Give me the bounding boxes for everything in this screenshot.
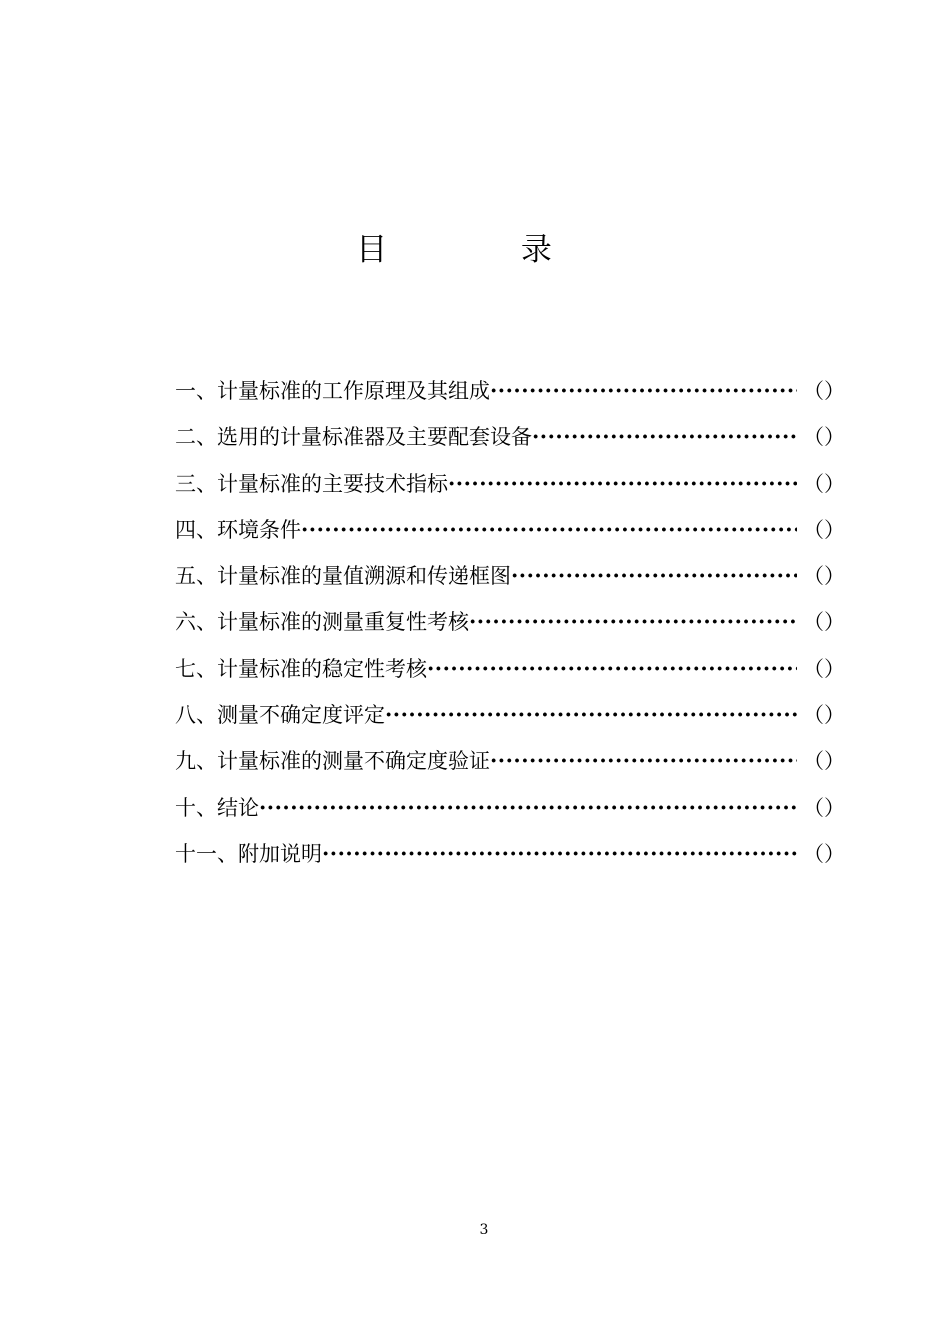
toc-page-placeholder: [803, 785, 845, 831]
open-paren: （: [803, 656, 824, 681]
toc-page-placeholder: [803, 368, 845, 414]
page-number: 3: [479, 1222, 489, 1238]
table-of-contents: [175, 368, 845, 877]
toc-dot-leader: [490, 738, 797, 784]
toc-dot-leader: [469, 599, 797, 645]
toc-entry: [175, 507, 845, 553]
close-paren: ）: [824, 610, 845, 635]
close-paren: ）: [824, 517, 845, 542]
open-paren: （: [803, 703, 824, 728]
toc-page-placeholder: [803, 599, 845, 645]
close-paren: ）: [824, 425, 845, 450]
toc-entry-label: 八、测量不确定度评定: [175, 703, 385, 728]
toc-page-placeholder: [803, 553, 845, 599]
toc-entry: [175, 785, 845, 831]
toc-entry-label: 一、计量标准的工作原理及其组成: [175, 379, 490, 403]
toc-entry: [175, 692, 845, 738]
toc-page-placeholder: [803, 738, 845, 784]
close-paren: ）: [824, 656, 845, 681]
toc-entry-label: 二、选用的计量标准器及主要配套设备: [175, 425, 532, 450]
close-paren: ）: [824, 379, 845, 403]
toc-dot-leader: [448, 461, 797, 507]
toc-entry-label: 五、计量标准的量值溯源和传递框图: [175, 564, 511, 589]
close-paren: ）: [824, 795, 845, 820]
toc-page-placeholder: [803, 507, 845, 553]
toc-entry: [175, 414, 845, 460]
toc-dot-leader: [385, 692, 797, 738]
toc-dot-leader: [427, 646, 797, 692]
toc-dot-leader: [301, 507, 797, 553]
toc-entry: [175, 831, 845, 877]
open-paren: （: [803, 749, 824, 774]
open-paren: （: [803, 517, 824, 542]
open-paren: （: [803, 379, 824, 403]
open-paren: （: [803, 610, 824, 635]
toc-entry-label: 九、计量标准的测量不确定度验证: [175, 749, 490, 774]
toc-dot-leader: [259, 785, 797, 831]
toc-entry: [175, 368, 845, 414]
toc-page-placeholder: [803, 692, 845, 738]
toc-page-placeholder: [803, 831, 845, 877]
toc-entry: [175, 646, 845, 692]
toc-entry-label: 四、环境条件: [175, 517, 301, 542]
toc-entry-label: 三、计量标准的主要技术指标: [175, 471, 448, 496]
toc-dot-leader: [532, 414, 797, 460]
toc-entry: [175, 461, 845, 507]
close-paren: ）: [824, 749, 845, 774]
open-paren: （: [803, 564, 824, 589]
toc-entry-label: 六、计量标准的测量重复性考核: [175, 610, 469, 635]
page-title: 目 录: [356, 232, 614, 268]
toc-page-placeholder: [803, 461, 845, 507]
close-paren: ）: [824, 841, 845, 866]
toc-entry-label: 七、计量标准的稳定性考核: [175, 656, 427, 681]
close-paren: ）: [824, 564, 845, 589]
open-paren: （: [803, 841, 824, 866]
toc-dot-leader: [322, 831, 797, 877]
toc-dot-leader: [511, 553, 797, 599]
toc-page-placeholder: [803, 646, 845, 692]
open-paren: （: [803, 425, 824, 450]
toc-entry: [175, 599, 845, 645]
open-paren: （: [803, 795, 824, 820]
close-paren: ）: [824, 703, 845, 728]
toc-entry: [175, 553, 845, 599]
open-paren: （: [803, 471, 824, 496]
toc-entry: [175, 738, 845, 784]
toc-entry-label: 十一、附加说明: [175, 841, 322, 866]
toc-entry-label: 十、结论: [175, 795, 259, 820]
toc-dot-leader: [490, 368, 797, 414]
close-paren: ）: [824, 471, 845, 496]
toc-page-placeholder: [803, 414, 845, 460]
